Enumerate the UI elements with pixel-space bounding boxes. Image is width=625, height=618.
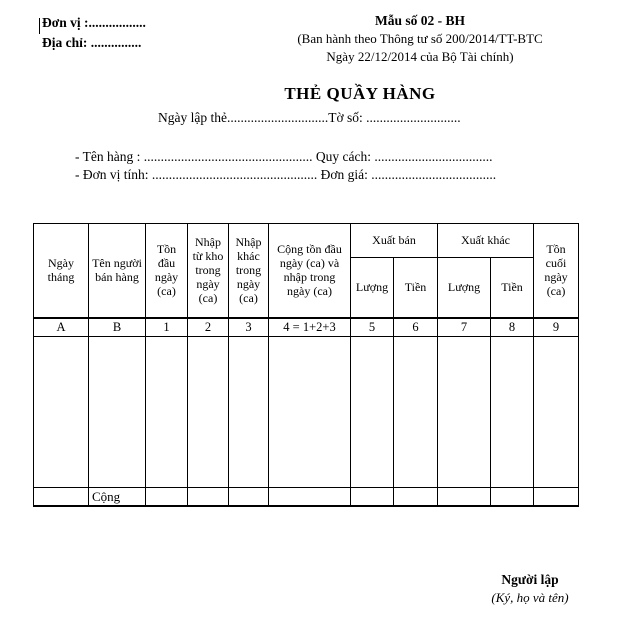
page-title: THẺ QUẦY HÀNG (284, 84, 436, 103)
col-group-other-out: Xuất khác (438, 224, 534, 258)
entry-cell (394, 337, 438, 488)
total-cell (491, 488, 534, 507)
issuance-line-2: Ngày 22/12/2014 của Bộ Tài chính) (326, 49, 514, 64)
item-name-spec-line: - Tên hàng : .................................................. Quy cách: ................................... (75, 149, 493, 164)
total-cell (351, 488, 394, 507)
total-cell (534, 488, 579, 507)
column-reference-row (34, 318, 579, 337)
col-header-sale-amount: Tiền (394, 258, 438, 318)
unit-label: Đơn vị :................. (42, 15, 146, 30)
col-header-total-open-plus-in: Cộng tồn đầu ngày (ca) và nhập trong ngày (ca) (269, 224, 351, 318)
entry-cell (188, 337, 229, 488)
total-cell (188, 488, 229, 507)
form-number-block (278, 12, 562, 66)
entry-cell (269, 337, 351, 488)
issuance-line-1: (Ban hành theo Thông tư số 200/2014/TT-BTC (297, 31, 543, 46)
entry-cell (146, 337, 188, 488)
text-cursor-artifact (39, 18, 40, 34)
col-header-sale-qty: Lượng (351, 258, 394, 318)
unit-address-block (42, 13, 146, 53)
entry-cell (534, 337, 579, 488)
col-group-sale-out: Xuất bán (351, 224, 438, 258)
ref-cell: 1 (146, 318, 188, 337)
ref-cell: 7 (438, 318, 491, 337)
col-header-opening-stock: Tồn đầu ngày (ca) (146, 224, 188, 318)
total-cell (229, 488, 269, 507)
form-number: Mẫu số 02 - BH (374, 13, 465, 28)
entry-cell (229, 337, 269, 488)
entry-cell (491, 337, 534, 488)
ref-cell: B (89, 318, 146, 337)
counter-card-table (33, 223, 579, 507)
ref-cell: 5 (351, 318, 394, 337)
col-header-closing-stock: Tồn cuối ngày (ca) (534, 224, 579, 318)
total-row (34, 488, 579, 507)
ref-cell: 4 = 1+2+3 (269, 318, 351, 337)
col-header-other-amount: Tiền (491, 258, 534, 318)
ref-cell: 8 (491, 318, 534, 337)
empty-entry-row (34, 337, 579, 488)
entry-cell (89, 337, 146, 488)
entry-cell (34, 337, 89, 488)
date-sheet-line: Ngày lập thẻ..............................Tờ số: ............................ (158, 110, 461, 125)
ref-cell: 6 (394, 318, 438, 337)
signature-block (440, 571, 620, 607)
entry-cell (438, 337, 491, 488)
signature-title: Người lập (501, 572, 559, 587)
ref-cell: 9 (534, 318, 579, 337)
signature-note: (Ký, họ và tên) (491, 590, 569, 605)
ref-cell: 2 (188, 318, 229, 337)
col-header-seller: Tên người bán hàng (89, 224, 146, 318)
total-cell (269, 488, 351, 507)
col-header-in-other: Nhập khác trong ngày (ca) (229, 224, 269, 318)
total-cell (146, 488, 188, 507)
entry-cell (351, 337, 394, 488)
table-header-group-row (34, 224, 579, 258)
total-cell (394, 488, 438, 507)
col-header-day: Ngày tháng (34, 224, 89, 318)
col-header-in-from-warehouse: Nhập từ kho trong ngày (ca) (188, 224, 229, 318)
ref-cell: 3 (229, 318, 269, 337)
ref-cell: A (34, 318, 89, 337)
total-cell (438, 488, 491, 507)
total-label: Cộng (89, 488, 146, 507)
unit-price-line: - Đơn vị tính: ................................................. Đơn giá: ..................................... (75, 167, 497, 182)
col-header-other-qty: Lượng (438, 258, 491, 318)
total-cell (34, 488, 89, 507)
address-label: Địa chỉ: ............... (42, 35, 142, 50)
